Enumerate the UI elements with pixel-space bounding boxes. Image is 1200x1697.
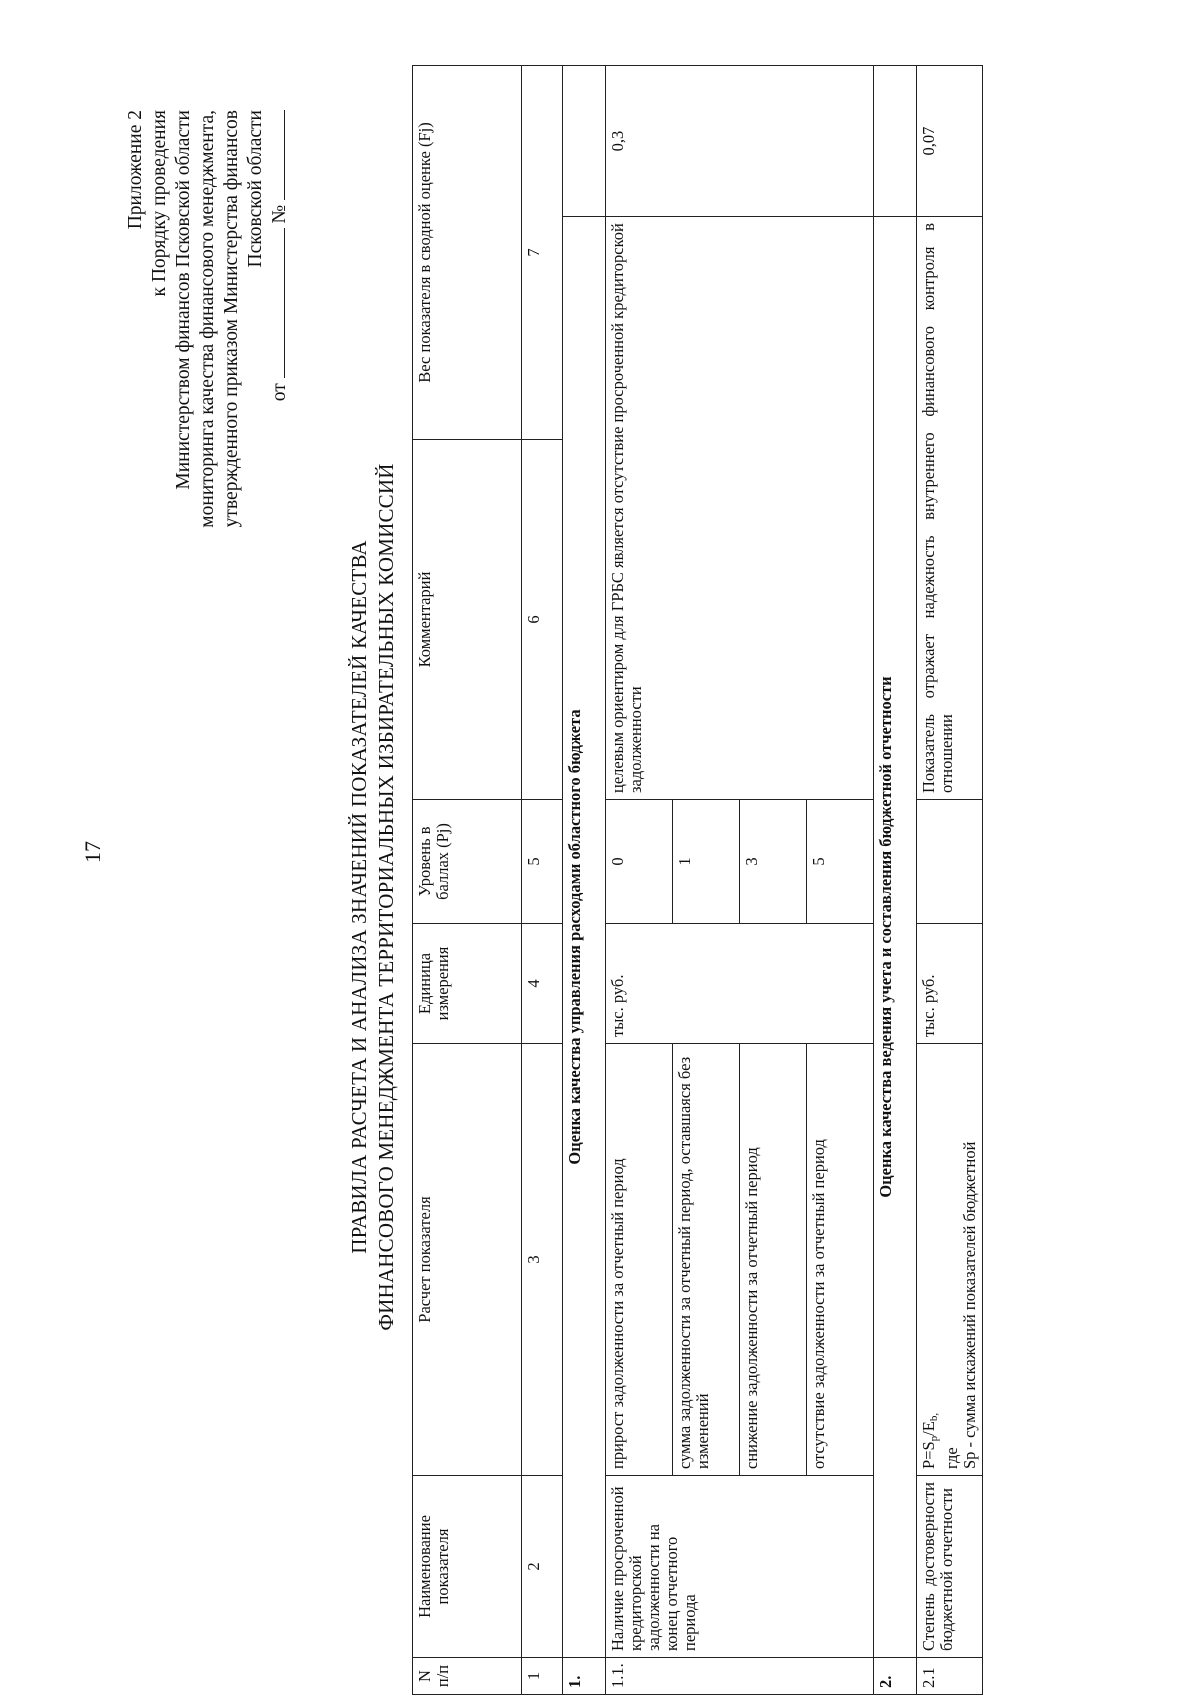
appendix-line: Министерством финансов Псковской области [173,110,194,490]
header-weight: Вес показателя в сводной оценке (Fj) [413,65,522,439]
appendix-line: Псковской области [245,110,266,268]
title-line: ПРАВИЛА РАСЧЕТА И АНАЛИЗА ЗНАЧЕНИЙ ПОКАЗАТЕЛЕЙ КАЧЕСТВА [347,540,371,1254]
calc-option: снижение задолженности за отчетный период [740,1044,807,1476]
section-row-2 [874,65,917,1694]
document-title [346,297,400,1497]
comment-cell: Показатель отражает надежность внутреннего финансового контроля в отношении [917,217,983,800]
title-line: ФИНАНСОВОГО МЕНЕДЖМЕНТА ТЕРРИТОРИАЛЬНЫХ ИЗБИРАТЕЛЬНЫХ КОМИССИЙ [374,463,398,1331]
formula-sub: p [928,1435,940,1442]
header-name: Наименование показателя [413,1476,522,1658]
appendix-line: мониторинга качества финансового менеджмента, [197,110,218,528]
col-number: 4 [522,924,563,1044]
indicator-name: Степень достоверности бюджетной отчетности [917,1476,983,1658]
row-number: 1.1. [606,1658,874,1695]
appendix-date-line [268,110,292,670]
section-row-1 [563,65,606,1694]
header-row [413,65,522,1694]
header-level: Уровень в баллах (Pj) [413,800,522,924]
section-empty-cell [874,65,917,216]
col-number: 6 [522,440,563,800]
section-title: Оценка качества ведения учета и составления бюджетной отчетности [874,217,917,1658]
appendix-line: к Порядку проведения [149,110,170,297]
calc-formula [920,1050,943,1469]
col-number: 1 [522,1658,563,1695]
section-number: 1. [563,1658,606,1695]
section-number: 2. [874,1658,917,1695]
indicators-table [412,65,983,1695]
header-comment: Комментарий [413,440,522,800]
calc-where: где [942,1447,961,1469]
appendix-line: Приложение 2 [125,110,146,230]
appendix-header [124,110,292,670]
formula-sub: b, [928,1412,940,1422]
table-row [917,65,983,1694]
comment-cell: целевым ориентиром для ГРБС является отсутствие просроченной кредиторской задолженности [606,217,874,800]
level-cell: 0 [606,800,673,924]
header-calc: Расчет показателя [413,1044,522,1476]
page-number: 17 [80,841,105,863]
indicator-name: Наличие просроченной кредиторской задолженности на конец отчетного периода [606,1476,874,1658]
appendix-line: утвержденного приказом Министерства финансов [221,110,242,528]
level-cell: 5 [807,800,874,924]
table-row [606,65,673,1694]
column-number-row [522,65,563,1694]
unit-cell: тыс. руб. [606,924,874,1044]
level-cell: 1 [673,800,740,924]
section-title: Оценка качества управления расходами областного бюджета [563,217,606,1658]
date-blank [284,228,285,378]
row-number: 2.1 [917,1658,983,1695]
col-number: 3 [522,1044,563,1476]
formula-main: P=S [919,1441,938,1469]
col-number: 7 [522,65,563,439]
unit-cell: тыс. руб. [917,924,983,1044]
header-unit: Единица измерения [413,924,522,1044]
section-empty-cell [563,65,606,216]
formula-div: /E [919,1421,938,1436]
number-sign: № [269,204,290,224]
level-cell: 3 [740,800,807,924]
calc-option: отсутствие задолженности за отчетный период [807,1044,874,1476]
weight-cell: 0,3 [606,65,874,216]
level-cell [917,800,983,924]
date-prefix: от [269,383,290,402]
col-number: 2 [522,1476,563,1658]
header-n: N п/п [413,1658,522,1695]
calc-option: сумма задолженности за отчетный период, оставшаяся без изменений [673,1044,740,1476]
col-number: 5 [522,800,563,924]
calc-option: прирост задолженности за отчетный период [606,1044,673,1476]
weight-cell: 0,07 [917,65,983,216]
calc-cell [917,1044,983,1476]
calc-description: Sp - сумма искажений показателей бюджетной [960,1141,979,1469]
number-blank [284,110,285,200]
